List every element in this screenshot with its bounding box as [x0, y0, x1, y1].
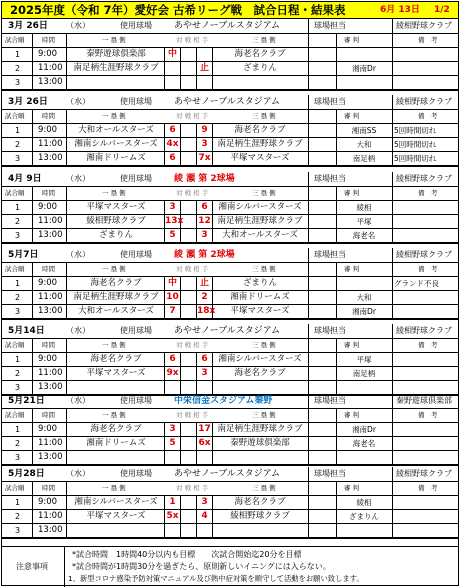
column-header: [2, 187, 458, 201]
third-base-team: 湘南ドリームズ: [230, 292, 290, 302]
order-col-label: 試合順: [5, 484, 25, 492]
game-number: 1: [15, 279, 21, 288]
game-time: 9:00: [38, 497, 58, 507]
third-base-team: 海老名クラブ: [234, 497, 286, 507]
game-number: 1: [15, 50, 21, 59]
game-time: 9:00: [38, 424, 58, 434]
venue-name: あやせノーブルスタジアム: [174, 21, 281, 31]
notes-col-label: 備 考: [418, 36, 438, 44]
opponents-label: 対 戦 相 手: [176, 112, 209, 120]
game-time: 13:00: [38, 525, 63, 535]
third-base-label: 三 塁 側: [252, 484, 276, 492]
referee: 海老名: [352, 439, 376, 448]
third-base-team: 綾相野球クラブ: [230, 511, 290, 521]
day-header: [2, 95, 458, 110]
game-time: 11:00: [38, 368, 63, 378]
venue-name: 中栄信金スタジアム秦野: [174, 396, 273, 406]
game-time: 9:00: [38, 49, 58, 59]
third-base-label: 三 塁 側: [252, 265, 276, 273]
referee-label: 審 判: [344, 411, 360, 419]
order-col-label: 試合順: [5, 411, 25, 419]
game-row: [2, 305, 458, 320]
notes-col-label: 備 考: [418, 341, 438, 349]
third-base-team: 秦野遊球倶楽部: [230, 438, 290, 448]
column-header: [2, 409, 458, 423]
venue-manager-label: 球場担当: [314, 97, 346, 106]
venue-manager: 綾相野球クラブ: [396, 469, 452, 478]
day-date: 5月21日: [8, 396, 45, 406]
day-weekday: （水）: [66, 174, 90, 183]
game-row: [2, 510, 458, 524]
column-header: [2, 482, 458, 496]
referee: 南足柄: [352, 154, 376, 163]
game-number: 2: [15, 140, 21, 149]
third-base-team: ざまりん: [242, 63, 277, 73]
referee: 湘南Dr: [352, 307, 376, 316]
venue-label: 使用球場: [120, 469, 152, 478]
game-number: 2: [15, 293, 21, 302]
notes-col-label: 備 考: [418, 112, 438, 120]
first-base-score: 3: [169, 424, 176, 434]
referee: 海老名: [352, 231, 376, 240]
third-base-score: 6: [201, 354, 208, 364]
venue-manager: 綾相野球クラブ: [396, 174, 452, 183]
game-number: 2: [15, 369, 21, 378]
day-section: [2, 467, 458, 539]
day-header: [2, 19, 458, 34]
game-number: 3: [15, 307, 21, 316]
third-base-label: 三 塁 側: [252, 341, 276, 349]
first-base-label: 一 塁 側: [102, 36, 126, 44]
day-weekday: （水）: [66, 326, 90, 335]
game-number: 3: [15, 453, 21, 462]
game-time: 11:00: [38, 216, 63, 226]
third-base-score: 止: [199, 278, 209, 288]
game-row: [2, 291, 458, 305]
game-row: [2, 437, 458, 451]
venue-manager: 秦野遊球倶楽部: [396, 396, 452, 405]
first-base-label: 一 塁 側: [102, 484, 126, 492]
referee: 南足柄: [352, 369, 376, 378]
venue-manager-label: 球場担当: [314, 326, 346, 335]
first-base-label: 一 塁 側: [102, 265, 126, 273]
order-col-label: 試合順: [5, 36, 25, 44]
game-time: 11:00: [38, 511, 63, 521]
venue-label: 使用球場: [120, 97, 152, 106]
day-weekday: （水）: [66, 21, 90, 30]
day-date: 5月28日: [8, 469, 45, 479]
third-base-team: 大和オールスターズ: [222, 230, 298, 240]
game-number: 2: [15, 217, 21, 226]
day-section: [2, 95, 458, 167]
third-base-label: 三 塁 側: [252, 189, 276, 197]
referee-label: 審 判: [344, 36, 360, 44]
time-col-label: 時間: [42, 411, 55, 419]
game-row: [2, 124, 458, 138]
first-base-score: 5x: [166, 511, 179, 521]
first-base-team: 平塚マスターズ: [86, 368, 146, 378]
day-section: [2, 172, 458, 244]
game-row: [2, 423, 458, 437]
first-base-score: 13x: [165, 216, 184, 226]
third-base-team: 海老名クラブ: [234, 368, 286, 378]
third-base-score: 3: [201, 139, 208, 149]
referee-label: 審 判: [344, 484, 360, 492]
first-base-score: 9x: [166, 368, 179, 378]
third-base-score: 止: [199, 63, 209, 73]
venue-manager-label: 球場担当: [314, 21, 346, 30]
game-row: [2, 215, 458, 229]
title-bar: [2, 2, 458, 19]
game-number: 1: [15, 498, 21, 507]
game-row: [2, 48, 458, 62]
first-base-score: 中: [167, 278, 177, 288]
venue-manager-label: 球場担当: [314, 396, 346, 405]
first-base-team: 湘南シルバースターズ: [74, 139, 158, 149]
time-col-label: 時間: [42, 112, 55, 120]
game-time: 13:00: [38, 77, 63, 87]
referee: 綾相: [356, 498, 372, 507]
first-base-score: 5: [169, 230, 176, 240]
game-row: [2, 277, 458, 291]
day-weekday: （水）: [66, 396, 90, 405]
referee-label: 審 判: [344, 265, 360, 273]
first-base-score: 1: [169, 497, 176, 507]
first-base-score: 7: [169, 306, 176, 316]
referee: 湘南SS: [351, 126, 377, 135]
day-date: 5月7日: [8, 250, 39, 260]
venue-name: 綾 瀬 第 2球場: [174, 250, 235, 260]
game-row: [2, 496, 458, 510]
first-base-label: 一 塁 側: [102, 189, 126, 197]
game-number: 3: [15, 154, 21, 163]
first-base-team: 南足柄生涯野球クラブ: [73, 292, 159, 302]
first-base-team: 湘南ドリームズ: [86, 153, 146, 163]
column-header: [2, 110, 458, 124]
time-col-label: 時間: [42, 189, 55, 197]
order-col-label: 試合順: [5, 189, 25, 197]
first-base-team: 湘南シルバースターズ: [74, 497, 158, 507]
game-row: [2, 229, 458, 244]
third-base-label: 三 塁 側: [252, 36, 276, 44]
first-base-score: 中: [167, 49, 177, 59]
column-header: [2, 339, 458, 353]
notes-label: 注意事項: [16, 562, 48, 571]
day-date: 3月 26日: [8, 21, 48, 31]
first-base-label: 一 塁 側: [102, 411, 126, 419]
referee: 湘南Dr: [352, 64, 376, 73]
first-base-label: 一 塁 側: [102, 341, 126, 349]
first-base-team: ざまりん: [98, 230, 133, 240]
venue-manager-label: 球場担当: [314, 174, 346, 183]
day-header: [2, 394, 458, 409]
first-base-score: 6: [169, 354, 176, 364]
first-base-team: 大和オールスターズ: [78, 306, 154, 316]
game-number: 1: [15, 126, 21, 135]
game-time: 11:00: [38, 438, 63, 448]
game-time: 9:00: [38, 202, 58, 212]
game-row: [2, 201, 458, 215]
third-base-score: 7x: [198, 153, 211, 163]
third-base-score: 3: [201, 230, 208, 240]
third-base-score: 2: [201, 292, 208, 302]
page-number: 1/2: [434, 5, 450, 15]
third-base-label: 三 塁 側: [252, 411, 276, 419]
day-header: [2, 172, 458, 187]
first-base-team: 秦野遊球倶楽部: [86, 49, 146, 59]
game-row: [2, 138, 458, 152]
referee-label: 審 判: [344, 341, 360, 349]
day-header: [2, 324, 458, 339]
third-base-score: 6x: [198, 438, 211, 448]
game-row: [2, 353, 458, 367]
referee: 大和: [356, 293, 372, 302]
venue-manager: 綾相野球クラブ: [396, 21, 452, 30]
day-weekday: （水）: [66, 469, 90, 478]
referee-label: 審 判: [344, 112, 360, 120]
first-base-team: 南足柄生涯野球クラブ: [73, 63, 159, 73]
time-col-label: 時間: [42, 36, 55, 44]
game-note: 5回時間切れ: [394, 154, 437, 163]
venue-manager: 綾相野球クラブ: [396, 97, 452, 106]
day-section: [2, 394, 458, 466]
notes-col-label: 備 考: [418, 411, 438, 419]
update-date: 6月 13日: [380, 5, 420, 15]
venue-label: 使用球場: [120, 250, 152, 259]
day-weekday: （水）: [66, 97, 90, 106]
first-base-team: 綾相野球クラブ: [86, 216, 146, 226]
game-time: 9:00: [38, 125, 58, 135]
referee: 湘南Dr: [352, 425, 376, 434]
game-row: [2, 524, 458, 539]
third-base-team: 湘南シルバースターズ: [218, 354, 302, 364]
game-time: 11:00: [38, 139, 63, 149]
first-base-team: 海老名クラブ: [90, 278, 142, 288]
time-col-label: 時間: [42, 265, 55, 273]
third-base-score: 6: [201, 202, 208, 212]
order-col-label: 試合順: [5, 341, 25, 349]
first-base-team: 平塚マスターズ: [86, 511, 146, 521]
first-base-score: 10: [166, 292, 179, 302]
first-base-team: 大和オールスターズ: [78, 125, 154, 135]
game-note: 5回時間切れ: [394, 126, 437, 135]
referee: 綾相: [356, 203, 372, 212]
game-row: [2, 76, 458, 91]
venue-name: あやせノーブルスタジアム: [174, 326, 281, 336]
game-time: 9:00: [38, 354, 58, 364]
first-base-score: 4x: [166, 139, 179, 149]
notes-col-label: 備 考: [418, 189, 438, 197]
venue-manager-label: 球場担当: [314, 469, 346, 478]
first-base-team: 海老名クラブ: [90, 354, 142, 364]
column-header: [2, 263, 458, 277]
game-time: 9:00: [38, 278, 58, 288]
notes-col-label: 備 考: [418, 484, 438, 492]
third-base-score: 3: [201, 497, 208, 507]
game-number: 3: [15, 78, 21, 87]
third-base-team: 平塚マスターズ: [230, 306, 290, 316]
opponents-label: 対 戦 相 手: [176, 484, 209, 492]
note-line-1: *試合時間 1時間40分以内も目標 次試合開始迄20分を目標: [72, 550, 302, 559]
game-number: 1: [15, 425, 21, 434]
game-note: 5回時間切れ: [394, 140, 437, 149]
first-base-team: 湘南ドリームズ: [86, 438, 146, 448]
referee-label: 審 判: [344, 189, 360, 197]
first-base-score: 3: [169, 202, 176, 212]
venue-manager: 綾相野球クラブ: [396, 326, 452, 335]
game-row: [2, 62, 458, 76]
third-base-team: 海老名クラブ: [234, 125, 286, 135]
order-col-label: 試合順: [5, 112, 25, 120]
game-number: 2: [15, 512, 21, 521]
day-section: [2, 19, 458, 91]
opponents-label: 対 戦 相 手: [176, 411, 209, 419]
day-header: [2, 248, 458, 263]
game-time: 11:00: [38, 63, 63, 73]
venue-label: 使用球場: [120, 396, 152, 405]
first-base-score: 6: [169, 153, 176, 163]
third-base-team: 南足柄生涯野球クラブ: [217, 424, 303, 434]
order-col-label: 試合順: [5, 265, 25, 273]
first-base-score: 6: [169, 125, 176, 135]
day-date: 3月 26日: [8, 97, 48, 107]
third-base-team: 湘南シルバースターズ: [218, 202, 302, 212]
third-base-score: 4: [201, 511, 208, 521]
game-number: 2: [15, 439, 21, 448]
game-number: 3: [15, 526, 21, 535]
game-time: 13:00: [38, 306, 63, 316]
third-base-team: 海老名クラブ: [234, 49, 286, 59]
third-base-score: 12: [198, 216, 211, 226]
first-base-team: 海老名クラブ: [90, 424, 142, 434]
third-base-team: 平塚マスターズ: [230, 153, 290, 163]
game-number: 2: [15, 64, 21, 73]
venue-name: あやせノーブルスタジアム: [174, 97, 281, 107]
first-base-label: 一 塁 側: [102, 112, 126, 120]
game-number: 3: [15, 231, 21, 240]
game-row: [2, 367, 458, 381]
third-base-team: 南足柄生涯野球クラブ: [217, 139, 303, 149]
venue-manager: 綾相野球クラブ: [396, 250, 452, 259]
day-header: [2, 467, 458, 482]
venue-label: 使用球場: [120, 326, 152, 335]
game-time: 13:00: [38, 382, 63, 392]
time-col-label: 時間: [42, 484, 55, 492]
opponents-label: 対 戦 相 手: [176, 265, 209, 273]
third-base-score: 18x: [197, 306, 216, 316]
venue-name: 綾 瀬 第 2球場: [174, 174, 235, 184]
day-date: 4月 9日: [8, 174, 42, 184]
third-base-label: 三 塁 側: [252, 112, 276, 120]
game-time: 11:00: [38, 292, 63, 302]
game-number: 1: [15, 203, 21, 212]
referee: 大和: [356, 140, 372, 149]
first-base-score: 5: [169, 438, 176, 448]
third-base-score: 3: [201, 368, 208, 378]
third-base-score: 9: [201, 125, 208, 135]
game-number: 1: [15, 355, 21, 364]
game-time: 13:00: [38, 230, 63, 240]
venue-manager-label: 球場担当: [314, 250, 346, 259]
third-base-team: ざまりん: [242, 278, 277, 288]
note-line-3: 1、新型コロナ感染予防対策マニュアル及び熱中症対策を順守して活動をお願い致します。: [68, 574, 364, 583]
page-title: 2025年度（令和 7年）愛好会 古希リーグ戦 試合日程・結果表: [10, 3, 346, 17]
notes-col-label: 備 考: [418, 265, 438, 273]
game-time: 13:00: [38, 452, 63, 462]
opponents-label: 対 戦 相 手: [176, 341, 209, 349]
game-time: 13:00: [38, 153, 63, 163]
schedule-sheet: [1, 1, 459, 586]
column-header: [2, 34, 458, 48]
game-note: グランド不良: [394, 279, 439, 288]
third-base-score: 17: [198, 424, 211, 434]
day-date: 5月14日: [8, 326, 45, 336]
time-col-label: 時間: [42, 341, 55, 349]
game-number: 3: [15, 383, 21, 392]
first-base-team: 平塚マスターズ: [86, 202, 146, 212]
opponents-label: 対 戦 相 手: [176, 36, 209, 44]
day-weekday: （水）: [66, 250, 90, 259]
opponents-label: 対 戦 相 手: [176, 189, 209, 197]
day-section: [2, 324, 458, 396]
game-row: [2, 152, 458, 167]
venue-label: 使用球場: [120, 174, 152, 183]
venue-label: 使用球場: [120, 21, 152, 30]
venue-name: あやせノーブルスタジアム: [174, 469, 281, 479]
day-section: [2, 248, 458, 320]
game-row: [2, 451, 458, 466]
referee: ざまりん: [349, 512, 379, 521]
third-base-team: 南足柄生涯野球クラブ: [217, 216, 303, 226]
notes-section: [2, 546, 458, 587]
referee: 平塚: [356, 217, 372, 226]
referee: 平塚: [356, 355, 372, 364]
note-line-2: *試合時間が1時間30分を過ぎたら、原則新しいイニングには入らない。: [72, 562, 331, 571]
